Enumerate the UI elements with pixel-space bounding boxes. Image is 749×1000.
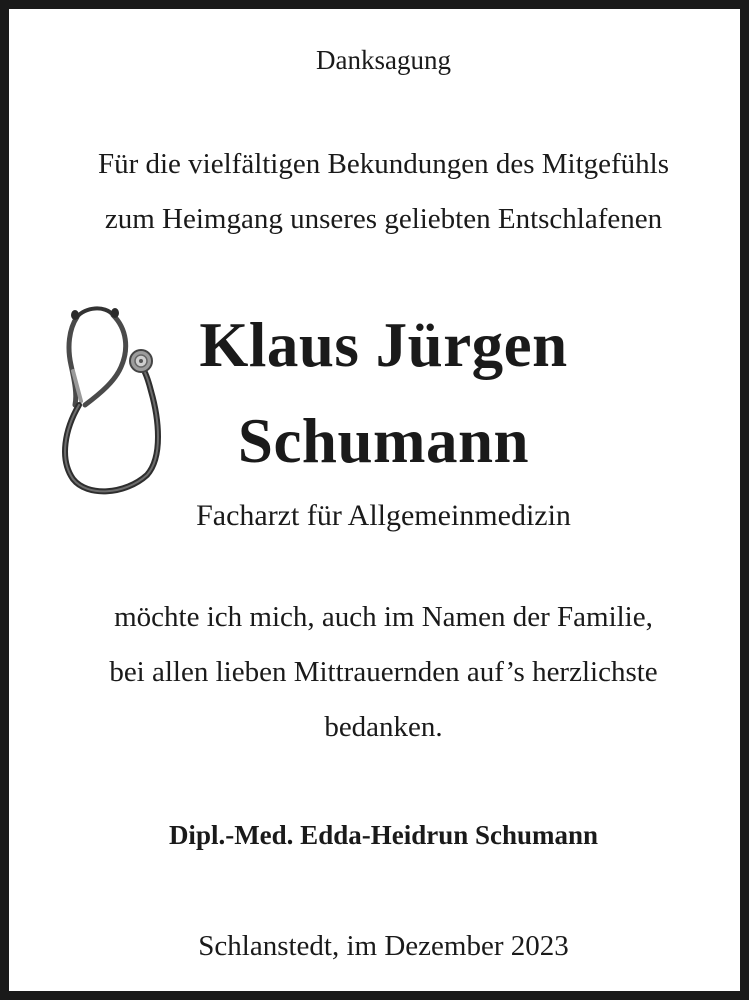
thanks-line-2: bei allen lieben Mittrauernden auf’s herzlichste [109, 656, 658, 688]
deceased-first-names: Klaus Jürgen [199, 310, 568, 380]
intro-line-1: Für die vielfältigen Bekundungen des Mitgefühls [97, 148, 670, 180]
notice-heading: Danksagung [316, 45, 451, 75]
place-date: Schlanstedt, im Dezember 2023 [198, 930, 569, 962]
deceased-surname: Schumann [237, 406, 530, 476]
signature: Dipl.-Med. Edda-Heidrun Schumann [168, 820, 599, 850]
profession: Facharzt für Allgemeinmedizin [196, 499, 571, 532]
intro-line-2: zum Heimgang unseres geliebten Entschlafenen [104, 203, 663, 235]
thanks-line-3: bedanken. [324, 711, 443, 743]
thanks-line-1: möchte ich mich, auch im Namen der Familie, [114, 601, 653, 633]
